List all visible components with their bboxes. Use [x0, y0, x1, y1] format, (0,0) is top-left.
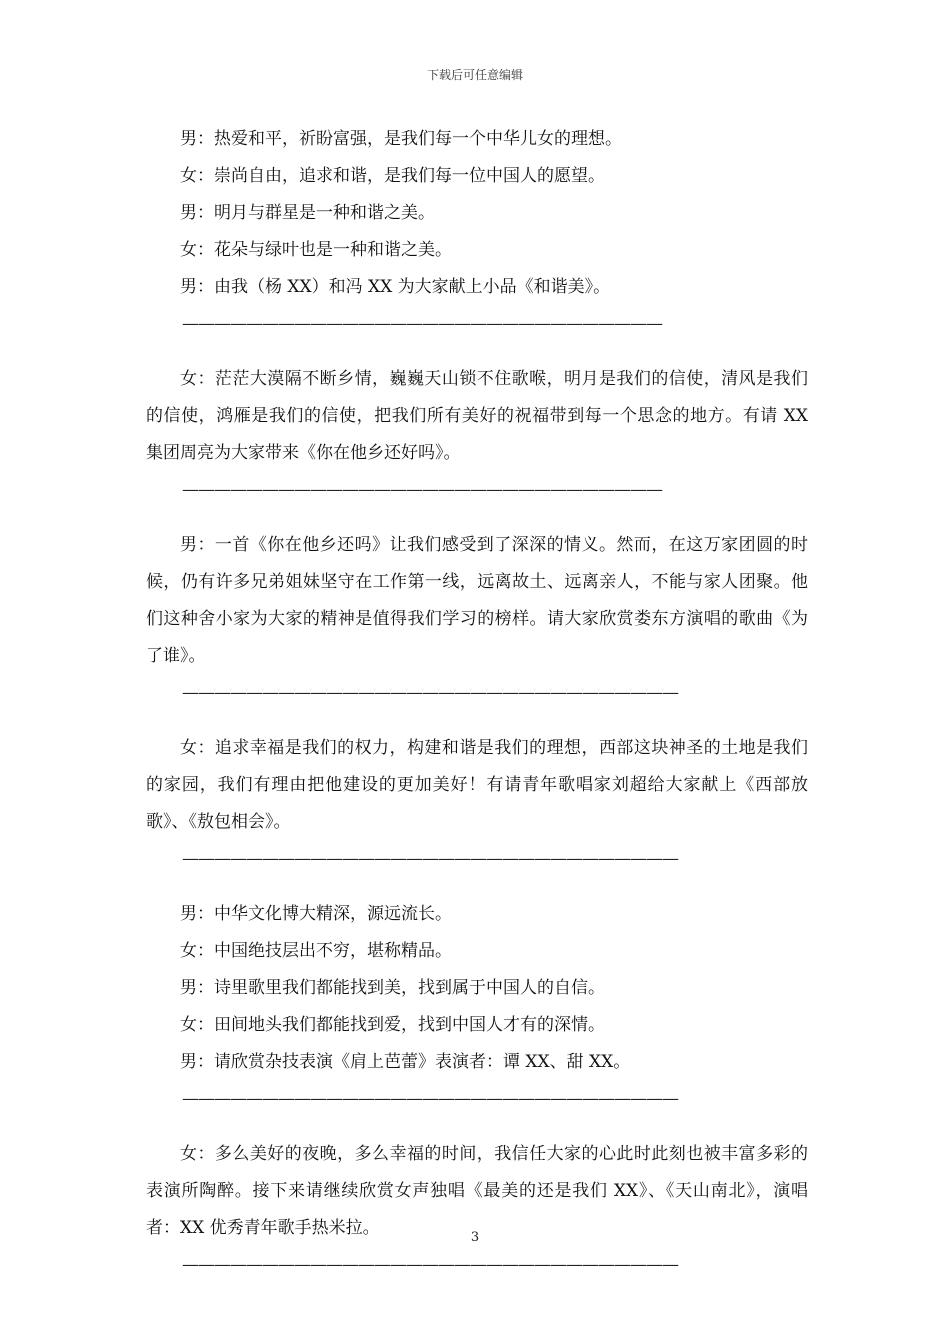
paragraph: 女：追求幸福是我们的权力，构建和谐是我们的理想，西部这块神圣的土地是我们的家园，我们有理由把他建设的更加美好！有请青年歌唱家刘超给大家献上《西部放歌》、《敖包相会》。 — [146, 738, 808, 832]
section-separator: ——————————————————————————————— — [182, 1255, 678, 1275]
dialogue-line: 男：热爱和平，祈盼富强，是我们每一个中华儿女的理想。 — [180, 129, 622, 149]
section-separator: ——————————————————————————————— — [182, 1089, 678, 1109]
paragraph: 男：一首《你在他乡还吗》让我们感受到了深深的情义。然而，在这万家团圆的时候，仍有许多兄弟姐妹坚守在工作第一线，远离故土、远离亲人，不能与家人团聚。他们这种舍小家为大家的精神是值得我们学习的榜样。请大家欣赏娄东方演唱的歌曲《为了谁》。 — [146, 535, 808, 666]
dialogue-line: 女：花朵与绿叶也是一种和谐之美。 — [180, 240, 452, 260]
dialogue-line: 男：中华文化博大精深，源远流长。 — [180, 904, 452, 924]
section-separator: —————————————————————————————— — [182, 314, 662, 334]
page-header: 下载后可任意编辑 — [426, 68, 523, 82]
paragraph: 女：多么美好的夜晚，多么幸福的时间，我信任大家的心此时此刻也被丰富多彩的表演所陶醉。接下来请继续欣赏女声独唱《最美的还是我们 XX》、《天山南北》，演唱者：XX 优秀青年歌手热米拉。 — [146, 1144, 808, 1238]
paragraph: 女：茫茫大漠隔不断乡情，巍巍天山锁不住歌喉，明月是我们的信使，清风是我们的信使，鸿雁是我们的信使，把我们所有美好的祝福带到每一个思念的地方。有请 XX 集团周亮为大家带来《你在他乡还好吗》。 — [146, 369, 808, 463]
dialogue-line: 男：诗里歌里我们都能找到美，找到属于中国人的自信。 — [180, 978, 605, 998]
dialogue-line: 女：田间地头我们都能找到爱，找到中国人才有的深情。 — [180, 1015, 605, 1035]
dialogue-line: 男：明月与群星是一种和谐之美。 — [180, 203, 435, 223]
document-body — [146, 121, 808, 1284]
section-separator: ——————————————————————————————— — [182, 849, 678, 869]
section-separator: ——————————————————————————————— — [182, 683, 678, 703]
section-separator: —————————————————————————————— — [182, 480, 662, 500]
page-number: 3 — [470, 1230, 480, 1245]
dialogue-line: 女：崇尚自由，追求和谐，是我们每一位中国人的愿望。 — [180, 166, 605, 186]
dialogue-line: 女：中国绝技层出不穷，堪称精品。 — [180, 941, 452, 961]
dialogue-line: 男：请欣赏杂技表演《肩上芭蕾》表演者：谭 XX、甜 XX。 — [180, 1052, 631, 1072]
dialogue-line: 男：由我（杨 XX）和冯 XX 为大家献上小品《和谐美》。 — [180, 277, 611, 297]
